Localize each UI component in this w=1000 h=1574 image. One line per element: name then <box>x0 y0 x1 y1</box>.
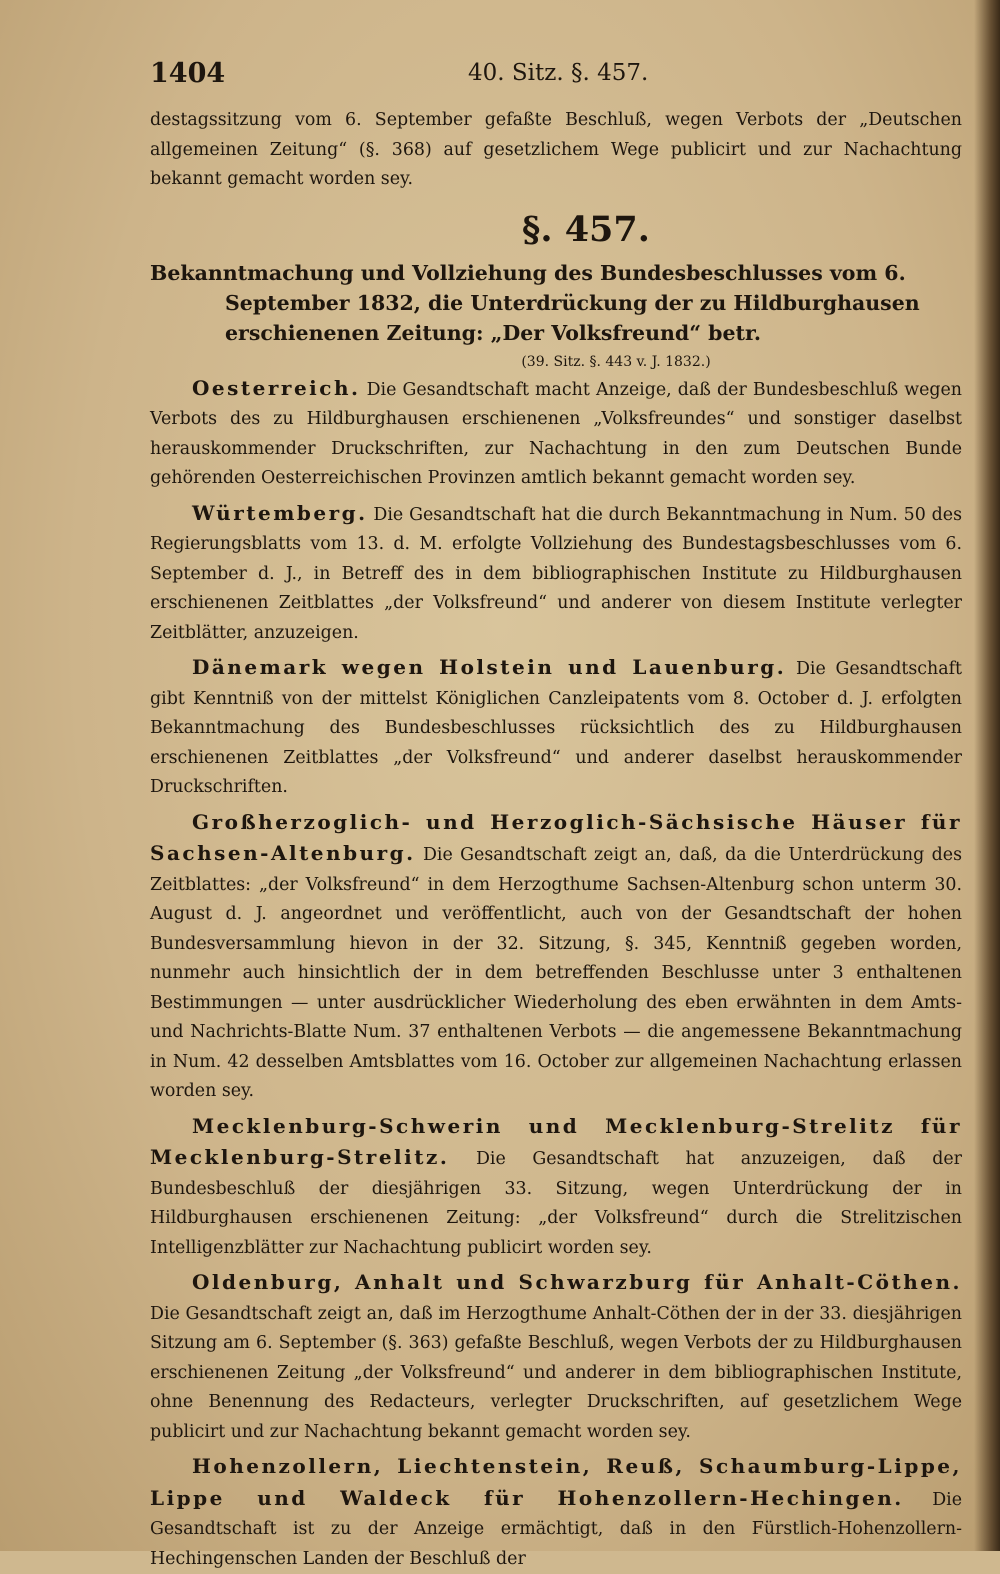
paragraph-wuertemberg <box>150 499 962 649</box>
paragraph-text: Die Gesandtschaft ist zu der Anzeige ermächtigt, daß in den Fürstlich-Hohenzollern-Hechingenschen Landen der Beschluß der <box>150 1489 962 1569</box>
state-name: Hohenzollern, Liechtenstein, Reuß, Schaumburg-Lippe, Lippe und Waldeck für Hohenzollern-Hechingen. <box>150 1454 962 1510</box>
paragraph-oesterreich <box>150 374 962 494</box>
paragraph-text: Die Gesandtschaft zeigt an, daß, da die Unterdrückung des Zeitblattes: „der Volksfreund“ in dem Herzogthume Sachsen-Altenburg schon unterm 30. August d. J. angeordnet und veröffentlicht, auch von der Gesandtschaft der hohen Bundesversammlung hievon in der 32. Sitzung, §. 345, Kenntniß gegeben worden, nunmehr auch hinsichtlich der in dem betreffenden Beschlusse unter 3 enthaltenen Bestimmungen — unter ausdrücklicher Wiederholung des eben erwähnten in dem Amts- und Nachrichts-Blatte Num. 37 enthaltenen Verbots — die angemessene Bekanntmachung in Num. 42 desselben Amtsblattes vom 16. October zur allgemeinen Nachachtung erlassen worden sey. <box>150 845 962 1101</box>
running-head: 40. Sitz. §. 457. <box>468 60 649 86</box>
paragraph-text: Die Gesandtschaft gibt Kenntniß von der mittelst Königlichen Canzleipatents vom 8. October d. J. erfolgten Bekanntmachung des Bundesbeschlusses rücksichtlich des zu Hildburghausen erschienenen Zeitblattes „der Volksfreund“ und anderer daselbst herauskommender Druckschriften. <box>150 659 962 797</box>
state-name: Oesterreich. <box>192 375 361 400</box>
paragraph-sachsen <box>150 808 962 1107</box>
section-reference: (39. Sitz. §. 443 v. J. 1832.) <box>521 353 711 370</box>
state-name: Mecklenburg-Schwerin und Mecklenburg-Strelitz für Mecklenburg-Strelitz. <box>150 1113 962 1169</box>
paragraph-text: Die Gesandtschaft zeigt an, daß im Herzogthume Anhalt-Cöthen der in der 33. diesjährigen Sitzung am 6. September (§. 363) gefaßte Beschluß, wegen Verbots der zu Hildburghausen erschienenen Zeitung „der Volksfreund“ und anderer in dem bibliographischen Institute, ohne Benennung des Redacteurs, verlegter Druckschriften, auf gesetzlichem Wege publicirt und zur Nachachtung bekannt gemacht worden sey. <box>150 1303 962 1442</box>
page-body <box>150 106 962 1574</box>
page-header <box>150 58 945 94</box>
paragraph-text: Die Gesandtschaft hat anzuzeigen, daß der Bundesbeschluß der diesjährigen 33. Sitzung, wegen Unterdrückung der in Hildburghausen erschienenen Zeitung: „der Volksfreund“ durch die Strelitzischen Intelligenzblätter zur Nachachtung publicirt worden sey. <box>150 1149 962 1258</box>
paragraph-text: Die Gesandtschaft macht Anzeige, daß der Bundesbeschluß wegen Verbots des zu Hildburghausen erschienenen „Volksfreundes“ und sonstiger daselbst herauskommender Druckschriften, zur Nachachtung in den zum Deutschen Bunde gehörenden Oesterreichischen Provinzen amtlich bekannt gemacht worden sey. <box>150 379 962 488</box>
paragraph-text: Die Gesandtschaft hat die durch Bekanntmachung in Num. 50 des Regierungsblatts vom 13. d. M. erfolgte Vollziehung des Bundestagsbeschlusses vom 6. September d. J., in Betreff des in dem bibliographischen Institute zu Hildburghausen erschienenen Zeitblattes „der Volksfreund“ und anderer von diesem Institute verlegter Zeitblätter, anzuzeigen. <box>150 504 962 643</box>
state-name: Oldenburg, Anhalt und Schwarzburg für Anhalt-Cöthen. <box>192 1270 962 1294</box>
paragraph-mecklenburg <box>150 1112 962 1264</box>
page-number: 1404 <box>150 58 226 89</box>
paragraph-daenemark <box>150 653 962 803</box>
state-name: Dänemark wegen Holstein und Lauenburg. <box>192 655 787 679</box>
paragraph-hohenzollern <box>150 1452 962 1574</box>
page-edge-shadow <box>974 0 1000 1551</box>
state-name: Würtemberg. <box>192 500 368 525</box>
intro-paragraph: destagssitzung vom 6. September gefaßte Beschluß, wegen Verbots der „Deutschen allgemeinen Zeitung“ (§. 368) auf gesetzlichem Wege publicirt und zur Nachachtung bekannt gemacht worden sey. <box>150 110 962 189</box>
state-name: Großherzoglich- und Herzoglich-Sächsische Häuser für Sachsen-Altenburg. <box>150 809 962 865</box>
section-topic: Bekanntmachung und Vollziehung des Bundesbeschlusses vom 6. September 1832, die Unterdrückung der zu Hildburghausen erschienenen Zeitung: „Der Volksfreund“ betr. <box>150 260 920 345</box>
paragraph-oldenburg <box>150 1268 962 1447</box>
section-title: §. 457. <box>522 208 650 250</box>
